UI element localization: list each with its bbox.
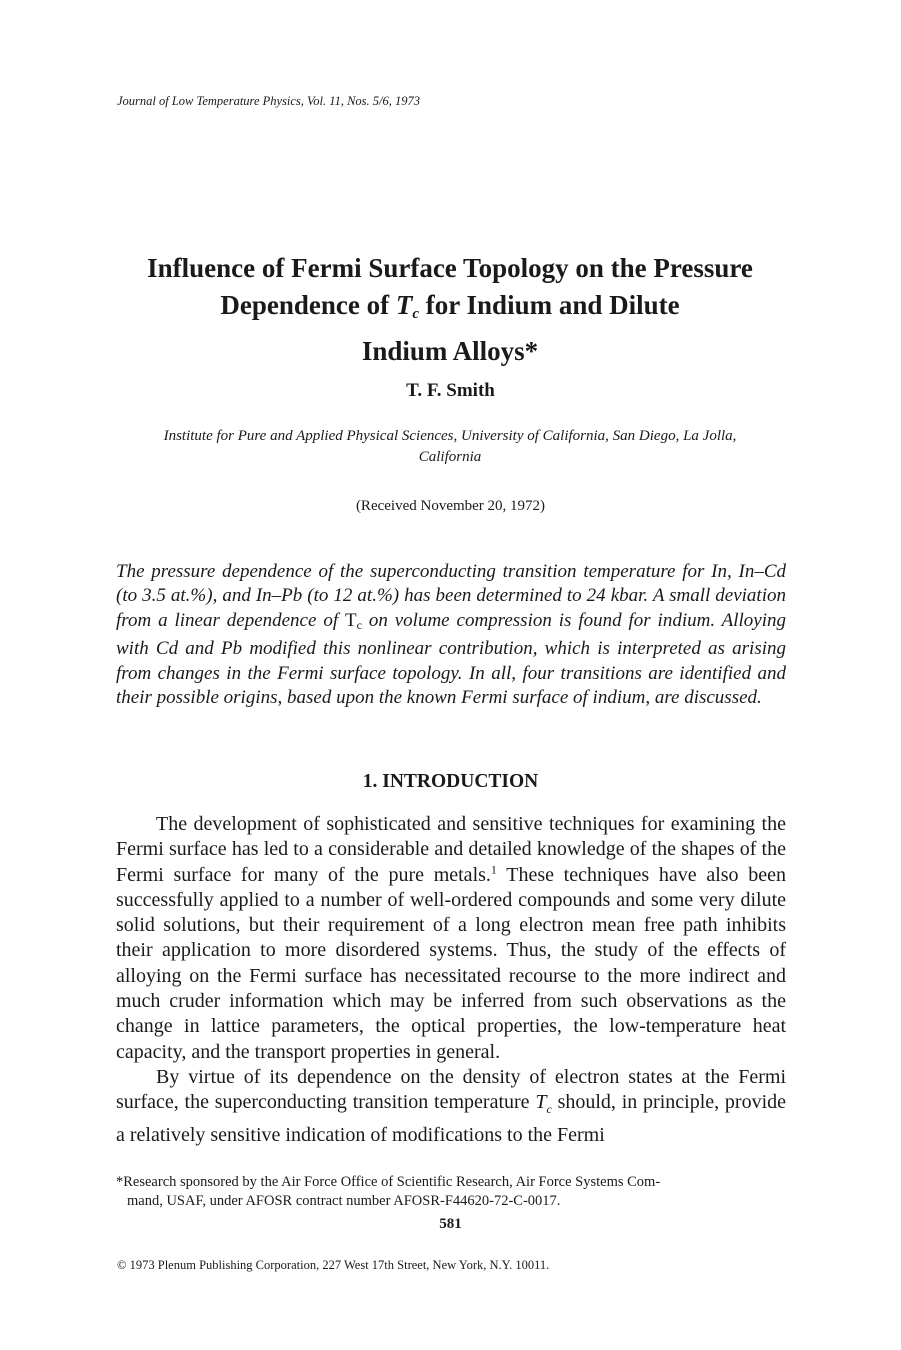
affiliation [115, 426, 785, 468]
body-paragraph-2 [116, 1065, 786, 1148]
abstract [116, 560, 786, 710]
abstract-part-1: The pressure dependence of the superconducting transition temperature for In, In–Cd (to 3.5 at.%), and In–Pb (to 12 at.%) has been determined to 24 kbar. A small deviation from a linear dependence of [116, 561, 786, 631]
title-tc-symbol: T [395, 290, 413, 320]
title-tc-subscript: c [412, 306, 420, 322]
page-number: 581 [439, 1216, 462, 1232]
title-line-3: Indium Alloys* [361, 336, 539, 366]
affiliation-line-1: Institute for Pure and Applied Physical Sciences, University of California, San Diego, La Jolla, [163, 428, 737, 444]
received-date: (Received November 20, 1972) [355, 498, 546, 514]
journal-reference: Journal of Low Temperature Physics, Vol. 11, Nos. 5/6, 1973 [117, 94, 421, 108]
para2-tc-symbol: T [535, 1091, 547, 1114]
para2-tc-subscript: c [546, 1102, 552, 1117]
title-line-2-pre: Dependence of [220, 290, 390, 320]
reference-marker: 1 [490, 861, 497, 876]
para1-part-a: The development of sophisticated and sensitive techniques for examining the Fermi surface has led to a considerable and detailed knowledge of the shapes of the Fermi surface for many of the pure metals. [116, 813, 786, 886]
author-name: T. F. Smith [406, 380, 495, 401]
title-line-2-post: for Indium and Dilute [425, 290, 680, 320]
title-line-2 [110, 287, 790, 333]
affiliation-line-2: California [418, 449, 482, 465]
body-text [116, 812, 786, 1148]
body-paragraph-1 [116, 812, 786, 1065]
copyright-notice: © 1973 Plenum Publishing Corporation, 227 West 17th Street, New York, N.Y. 10011. [117, 1258, 550, 1272]
para2-part-a: By virtue of its dependence on the density of electron states at the Fermi surface, the superconducting transition temperature [116, 1065, 786, 1114]
title-line-1: Influence of Fermi Surface Topology on the Pressure [147, 253, 753, 283]
footnote [116, 1173, 786, 1211]
para1-part-b: These techniques have also been successfully applied to a number of well-ordered compounds and some very dilute solid solutions, but their requirement of a long electron mean free path inhibits their application to more disordered systems. Thus, the study of the effects of alloying on the Fermi surface has necessitated recourse to the more indirect and much cruder information which may be inferred from such observations as the change in lattice parameters, the optical properties, the low-temperature heat capacity, and the transport properties in general. [116, 863, 786, 1063]
abstract-tc-symbol: T [345, 609, 357, 631]
abstract-tc-subscript: c [356, 617, 362, 632]
section-heading: 1. INTRODUCTION [362, 771, 539, 792]
footnote-line-1: *Research sponsored by the Air Force Office of Scientific Research, Air Force Systems Com- [116, 1174, 661, 1190]
footnote-line-2: mand, USAF, under AFOSR contract number AFOSR-F44620-72-C-0017. [127, 1193, 561, 1209]
para2-part-b: should, in principle, provide a relatively sensitive indication of modifications to the Fermi [116, 1091, 787, 1146]
paper-title [110, 250, 790, 370]
abstract-part-2: on volume compression is found for indium. Alloying with Cd and Pb modified this nonlinear contribution, which is interpreted as arising from changes in the Fermi surface topology. In all, four transitions are identified and their possible origins, based upon the known Fermi surface of indium, are discussed. [116, 609, 787, 709]
